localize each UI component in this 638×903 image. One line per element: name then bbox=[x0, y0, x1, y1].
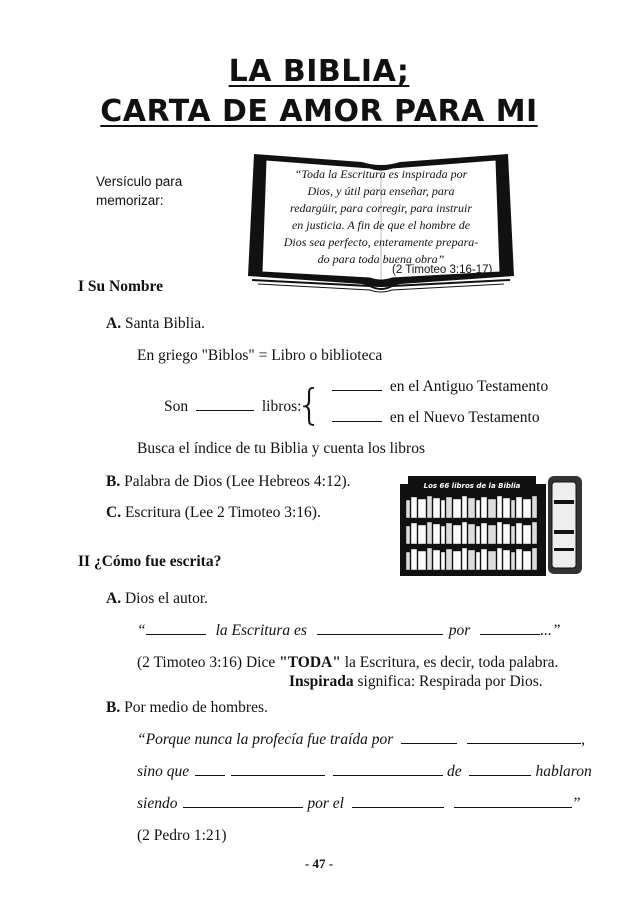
book-spine bbox=[511, 526, 515, 544]
page-title-line1: LA BIBLIA; bbox=[228, 54, 410, 89]
peter-blank-5[interactable] bbox=[333, 774, 443, 776]
book-spine bbox=[433, 524, 440, 544]
book-spine bbox=[532, 548, 537, 570]
book-spine bbox=[468, 550, 475, 570]
section2-heading: II ¿Cómo fue escrita? bbox=[78, 553, 222, 570]
book-spine bbox=[453, 499, 461, 518]
book-spine bbox=[462, 548, 467, 570]
book-spine bbox=[523, 525, 531, 544]
peter-blank-9[interactable] bbox=[454, 806, 572, 808]
book-spine bbox=[427, 548, 432, 570]
book-spine bbox=[468, 498, 475, 518]
book-spine bbox=[488, 499, 496, 518]
book-spine bbox=[411, 497, 417, 518]
book-spine bbox=[462, 496, 467, 518]
book-spine bbox=[511, 500, 515, 518]
book-spine bbox=[427, 496, 432, 518]
section1-item-c: C. Escritura (Lee 2 Timoteo 3:16). bbox=[106, 504, 321, 521]
book-spine bbox=[446, 523, 452, 544]
greek-definition: En griego "Biblos" = Libro o biblioteca bbox=[137, 347, 383, 364]
book-spine bbox=[503, 550, 510, 570]
book-spine bbox=[516, 497, 522, 518]
new-testament-blank[interactable] bbox=[332, 420, 382, 422]
book-spine bbox=[476, 500, 480, 518]
book-spine bbox=[523, 551, 531, 570]
section1-item-a: A. Santa Biblia. bbox=[106, 315, 206, 332]
peter-quote-line3: siendo por el ” bbox=[137, 795, 581, 812]
book-spine bbox=[468, 524, 475, 544]
memory-verse-reference: (2 Timoteo 3:16-17) bbox=[392, 264, 493, 276]
peter-blank-3[interactable] bbox=[195, 774, 225, 776]
book-spine bbox=[453, 551, 461, 570]
book-spine bbox=[488, 525, 496, 544]
book-spine bbox=[441, 526, 445, 544]
memory-verse-label: Versículo para memorizar: bbox=[96, 174, 183, 208]
peter-blank-4[interactable] bbox=[231, 774, 325, 776]
books-count-line: Son libros: bbox=[164, 398, 302, 415]
peter-blank-1[interactable] bbox=[401, 742, 457, 744]
peter-blank-2[interactable] bbox=[467, 742, 581, 744]
book-spine bbox=[453, 525, 461, 544]
book-spine bbox=[418, 499, 426, 518]
book-spine bbox=[488, 551, 496, 570]
book-spine bbox=[503, 498, 510, 518]
old-testament-blank[interactable] bbox=[332, 389, 382, 391]
book-spine bbox=[523, 499, 531, 518]
book-spine bbox=[406, 552, 410, 570]
index-instruction: Busca el índice de tu Biblia y cuenta los libros bbox=[137, 440, 425, 457]
book-spine bbox=[481, 497, 487, 518]
peter-quote-line2: sino que de hablaron bbox=[137, 763, 592, 780]
book-spine bbox=[446, 549, 452, 570]
book-spine bbox=[516, 523, 522, 544]
memory-verse-text: “Toda la Escritura es inspirada por Dios, y útil para enseñar, para redargüir, para corregir, para instruir en justicia. A fin de que el hombre de Dios sea perfecto, enteramente prepara- do para toda buena obra” bbox=[283, 167, 479, 266]
book-spine bbox=[516, 549, 522, 570]
book-spine bbox=[497, 522, 502, 544]
timothy-reference-line: (2 Timoteo 3:16) Dice "TODA" la Escritura, es decir, toda palabra. bbox=[137, 654, 559, 671]
book-spine bbox=[481, 549, 487, 570]
page-number: - 47 - bbox=[304, 856, 334, 871]
section1-heading: I Su Nombre bbox=[78, 278, 163, 295]
quote-blank-1[interactable] bbox=[146, 633, 206, 635]
timothy-quote-fill: “ la Escritura es por ...” bbox=[137, 622, 561, 639]
book-spine bbox=[433, 550, 440, 570]
book-spine bbox=[411, 523, 417, 544]
book-spine bbox=[481, 523, 487, 544]
inspirada-definition: Inspirada significa: Respirada por Dios. bbox=[289, 673, 543, 690]
book-spine bbox=[503, 524, 510, 544]
bookshelf-caption: Los 66 libros de la Biblia bbox=[423, 482, 521, 490]
books-total-blank[interactable] bbox=[196, 409, 254, 411]
new-testament-line: en el Nuevo Testamento bbox=[332, 409, 540, 427]
book-spine bbox=[476, 526, 480, 544]
section1-item-b: B. Palabra de Dios (Lee Hebreos 4:12). bbox=[106, 473, 351, 490]
book-spine bbox=[441, 552, 445, 570]
page-title-line2: CARTA DE AMOR PARA MI bbox=[100, 94, 538, 129]
bookshelf-icon bbox=[398, 470, 588, 578]
peter-reference: (2 Pedro 1:21) bbox=[137, 827, 227, 844]
book-spine bbox=[462, 522, 467, 544]
book-spine bbox=[411, 549, 417, 570]
book-spine bbox=[433, 498, 440, 518]
book-spine bbox=[511, 552, 515, 570]
peter-blank-8[interactable] bbox=[352, 806, 444, 808]
book-spine bbox=[427, 522, 432, 544]
section2-item-a: A. Dios el autor. bbox=[106, 590, 209, 607]
book-spine bbox=[441, 500, 445, 518]
book-spine bbox=[532, 522, 537, 544]
quote-blank-3[interactable] bbox=[480, 633, 540, 635]
book-spine bbox=[497, 548, 502, 570]
book-spine bbox=[532, 496, 537, 518]
peter-quote-line1: “Porque nunca la profecía fue traída por , bbox=[137, 731, 586, 748]
brace-icon: { bbox=[296, 380, 323, 429]
book-spine bbox=[406, 500, 410, 518]
book-spine bbox=[418, 551, 426, 570]
peter-blank-6[interactable] bbox=[469, 774, 531, 776]
book-spine bbox=[406, 526, 410, 544]
peter-blank-7[interactable] bbox=[183, 806, 303, 808]
book-spine bbox=[497, 496, 502, 518]
quote-blank-2[interactable] bbox=[317, 633, 443, 635]
section2-item-b: B. Por medio de hombres. bbox=[106, 699, 268, 716]
book-spine bbox=[446, 497, 452, 518]
old-testament-line: en el Antiguo Testamento bbox=[332, 378, 548, 396]
book-spine bbox=[418, 525, 426, 544]
book-spine bbox=[476, 552, 480, 570]
